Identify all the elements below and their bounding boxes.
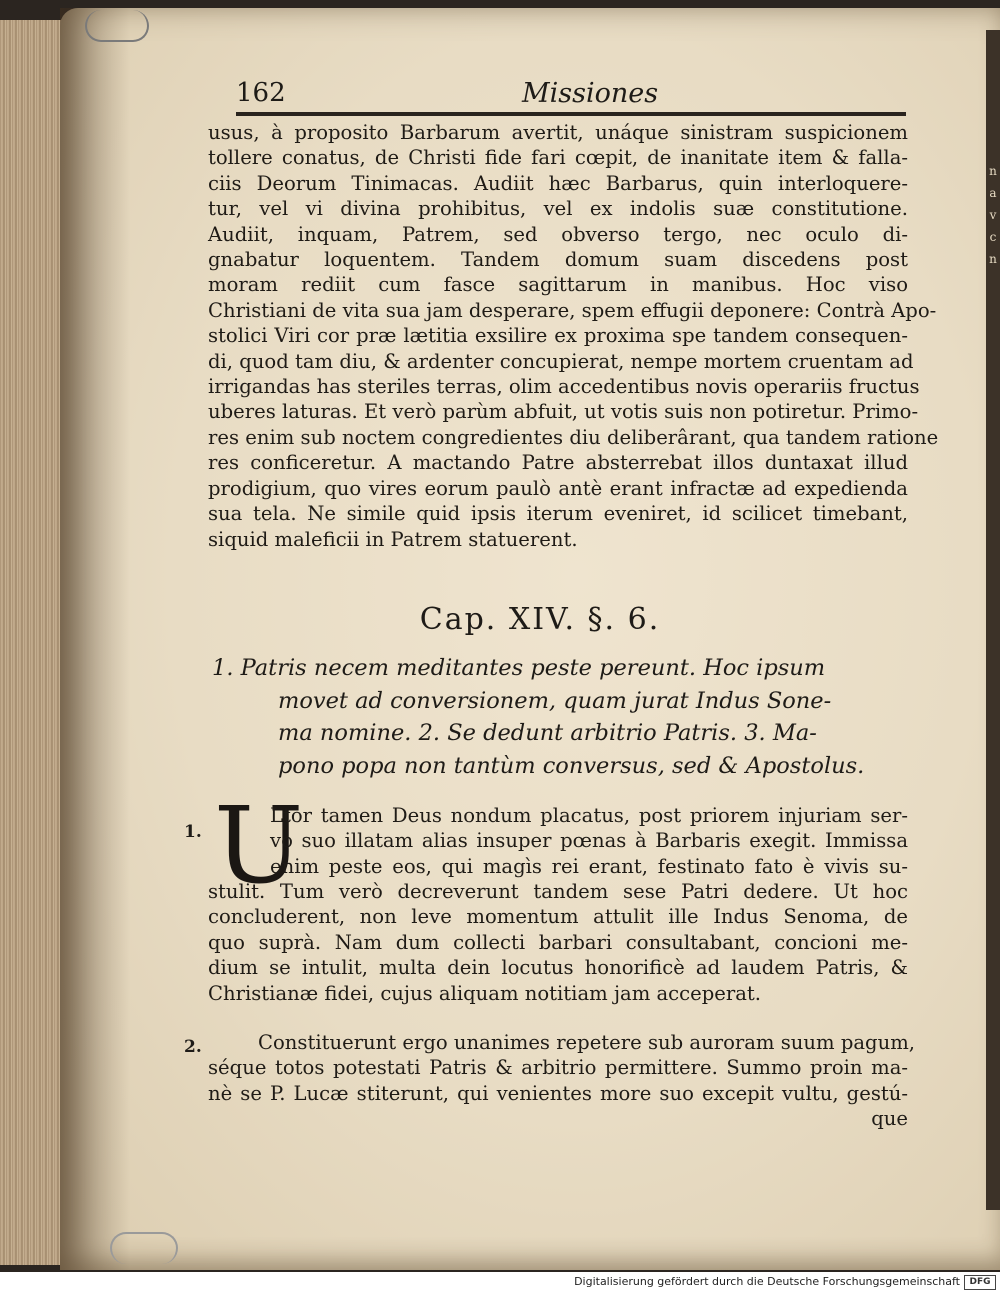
paragraph-continued (208, 120, 939, 552)
text-line: prodigium, quo vires eorum paulò antè erant infractæ ad expedienda (208, 476, 908, 500)
page-header (236, 78, 906, 114)
text-line: enim peste eos, qui magìs rei erant, festinato fato è vivis su- (270, 854, 908, 878)
text-line: vo suo illatam alias insuper pœnas à Barbaris exegit. Immissa (270, 829, 908, 853)
margin-number-1: 1. (184, 822, 202, 842)
text-line: tollere conatus, de Christi fide fari cœpit, de inanitate item & falla- (208, 146, 908, 170)
text-line: dium se intulit, multa dein locutus honorificè ad laudem Patris, & (208, 956, 908, 980)
text-line: res enim sub noctem congredientes diu deliberârant, qua tandem ratione (208, 425, 939, 449)
summary-line: movet ad conversionem, quam jurat Indus Sone- (278, 687, 832, 714)
summary-line: pono popa non tantùm conversus, sed & Apostolus. (278, 752, 865, 779)
running-head: Missiones (522, 78, 659, 109)
text-line: nè se P. Lucæ stiterunt, qui venientes more suo excepit vultu, gestú- (208, 1081, 908, 1105)
summary-line: 1. Patris necem meditantes peste pereunt. Hoc ipsum (212, 655, 826, 681)
footer-bar (0, 1272, 1000, 1292)
text-line: concluderent, non leve momentum attulit ille Indus Senoma, de (208, 905, 908, 929)
page-clip-bottom (110, 1232, 178, 1264)
drop-cap: U (214, 784, 304, 907)
edge-letter: v (989, 208, 997, 222)
facing-page-edge (986, 30, 1000, 1210)
text-line: usus, à proposito Barbarum avertit, unáque sinistram suspicionem (208, 121, 908, 144)
text-line: Constituerunt ergo unanimes repetere sub auroram suum pagum, (258, 1031, 916, 1054)
text-line: irrigandas has steriles terras, olim accedentibus novis operariis fructus (208, 375, 920, 399)
edge-letter: a (989, 186, 997, 200)
text-line: gnabatur loquentem. Tandem domum suam discedens post (208, 248, 908, 272)
edge-letter: c (989, 230, 997, 244)
dfg-logo: DFG (964, 1275, 996, 1290)
page-clip-top (85, 10, 149, 42)
text-line: quo suprà. Nam dum collecti barbari consultabant, concioni me- (208, 930, 908, 954)
section-1-text (208, 879, 908, 1006)
facing-page-letters (986, 160, 1000, 270)
section-1-dropcap-lines (270, 803, 908, 879)
text-line: res conficeretur. A mactando Patre absterrebat illos duntaxat illud (208, 451, 908, 475)
spine-shadow (60, 8, 130, 1270)
text-line: moram rediit cum fasce sagittarum in manibus. Hoc viso (208, 273, 908, 297)
text-line: stulit. Tum verò decreverunt tandem sese Patri dedere. Ut hoc (208, 880, 908, 903)
margin-number-2: 2. (184, 1037, 202, 1057)
text-line: sua tela. Ne simile quid ipsis iterum eveniret, id scilicet timebant, (208, 502, 908, 526)
summary-line: ma nomine. 2. Se dedunt arbitrio Patris. 3. Ma- (278, 720, 817, 746)
text-line: tur, vel vi divina prohibitus, vel ex indolis suæ constitutione. (208, 197, 908, 221)
page-number: 162 (236, 78, 286, 108)
book-edge (0, 20, 64, 1265)
text-line: siquid maleficii in Patrem statuerent. (208, 527, 578, 551)
chapter-heading: Cap. XIV. §. 6. (419, 602, 661, 637)
catchword: que (871, 1107, 908, 1131)
section-2-text (208, 1030, 916, 1132)
header-rule (236, 112, 906, 116)
text-line: uberes laturas. Et verò parùm abfuit, ut votis suis non potiretur. Primo- (208, 400, 919, 424)
text-line: ciis Deorum Tinimacas. Audiit hæc Barbarus, quin interloquere- (208, 171, 908, 195)
text-line: stolici Viri cor præ lætitia exsilire ex proxima spe tandem consequen- (208, 324, 908, 348)
edge-letter: n (989, 164, 997, 178)
text-line: Christianæ fidei, cujus aliquam notitiam jam acceperat. (208, 981, 762, 1005)
text-line: Audiit, inquam, Patrem, sed obverso tergo, nec oculo di- (208, 222, 908, 246)
edge-letter: n (989, 252, 997, 266)
chapter-summary (212, 652, 912, 782)
text-line: di, quod tam diu, & ardenter concupierat, nempe mortem cruentam ad (208, 349, 914, 373)
funding-credit: Digitalisierung gefördert durch die Deutsche Forschungsgemeinschaft (574, 1275, 960, 1288)
text-line: séque totos potestati Patris & arbitrio permittere. Summo proin ma- (208, 1056, 908, 1080)
text-line: Ltor tamen Deus nondum placatus, post priorem injuriam ser- (270, 804, 908, 827)
text-line: Christiani de vita sua jam desperare, spem effugii deponere: Contrà Apo- (208, 298, 937, 322)
